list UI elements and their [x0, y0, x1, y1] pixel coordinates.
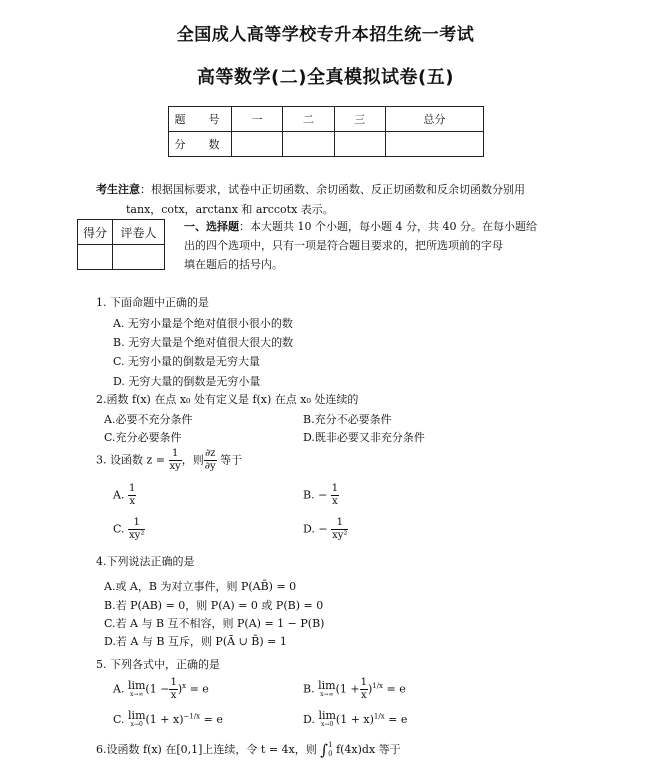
- q3-z-fraction: [169, 448, 182, 473]
- grader-name-cell[interactable]: [113, 245, 165, 270]
- q5-c-label: C.: [113, 713, 125, 726]
- grader-score-cell[interactable]: [78, 245, 113, 270]
- q5-c-exp: −1/x: [183, 712, 201, 721]
- q5-option-b[interactable]: [303, 677, 406, 702]
- q1-option-c[interactable]: C. 无穷小量的倒数是无穷大量: [113, 355, 261, 368]
- q3-b-fraction: [331, 483, 339, 508]
- q4-option-b[interactable]: B.若 P(AB) = 0，则 P(A) = 0 或 P(B) = 0: [104, 599, 324, 612]
- q5-a-den: x: [170, 690, 177, 701]
- q5-b-rhs: = e: [386, 682, 406, 696]
- q3-stem-pre: 3. 设函数 z =: [96, 453, 165, 467]
- q5-b-expr-post: ): [367, 682, 373, 696]
- q3-a-label: A.: [113, 488, 125, 502]
- q1-option-a[interactable]: A. 无穷小量是个绝对值很小很小的数: [113, 317, 293, 330]
- score-value-total[interactable]: [385, 132, 483, 157]
- q6-stem-pre: 6.设函数 f(x) 在[0,1]上连续，令 t = 4x，则: [96, 743, 317, 756]
- q3-d-fraction: [331, 517, 348, 542]
- q3-b-den: x: [332, 496, 338, 507]
- q5-d-label: D.: [303, 713, 315, 726]
- q5-b-lim-word: lim: [318, 678, 336, 692]
- q3-option-d[interactable]: [303, 517, 348, 542]
- score-row-label: 分 数: [169, 132, 232, 157]
- q5-b-fraction: [360, 677, 368, 702]
- q5-d-limit: [318, 711, 335, 729]
- q6-integral-sign: ∫: [320, 741, 329, 759]
- q3-b-label: B. −: [303, 488, 328, 502]
- q3-c-label: C.: [113, 522, 125, 536]
- q5-a-label: A.: [113, 682, 125, 696]
- q3-dz-den: ∂y: [204, 461, 216, 472]
- q3-partial-fraction: [204, 448, 217, 473]
- q3-d-label: D. −: [303, 522, 328, 536]
- q5-d-exp: 1/x: [373, 712, 385, 721]
- q3-option-b[interactable]: [303, 483, 339, 508]
- q3-b-num: 1: [331, 483, 339, 494]
- grader-table: [77, 219, 165, 270]
- score-value-2[interactable]: [283, 132, 334, 157]
- q5-a-lim-sub: x→∞: [129, 690, 144, 698]
- q5-a-expr-post: ): [177, 682, 183, 696]
- q2-option-c[interactable]: C.充分必要条件: [104, 431, 182, 444]
- exam-subtitle: 高等数学(二)全真模拟试卷(五): [197, 67, 454, 88]
- q6-bounds: [328, 741, 332, 759]
- section1-label: 一、选择题: [184, 220, 239, 233]
- q3-option-c[interactable]: [113, 517, 145, 542]
- q5-c-limit: [128, 711, 145, 729]
- score-table: [168, 106, 484, 157]
- score-cell-part2: 二: [283, 107, 334, 132]
- grader-name-label: 评卷人: [113, 220, 165, 245]
- q3-z-den: xy: [169, 461, 181, 472]
- q3-d-num: 1: [331, 517, 348, 530]
- q5-c-lim-word: lim: [128, 709, 146, 722]
- q3-c-fraction: [128, 517, 145, 542]
- section1-line2: 出的四个选项中，只有一项是符合题目要求的，把所选项前的字母: [184, 239, 503, 252]
- q5-c-lim-sub: x→0: [130, 721, 143, 728]
- q5-a-rhs: = e: [189, 682, 209, 696]
- q5-b-expr-pre: (1 +: [335, 682, 360, 696]
- q2-option-a[interactable]: A.必要不充分条件: [104, 413, 193, 426]
- q3-c-num: 1: [128, 517, 145, 530]
- q3-d-den: xy²: [332, 530, 348, 541]
- q5-b-exp: 1/x: [372, 681, 384, 690]
- q5-d-expr: (1 + x): [335, 713, 374, 726]
- q5-a-lim-word: lim: [127, 678, 146, 692]
- q5-b-den: x: [360, 690, 367, 701]
- q5-a-limit: [127, 678, 146, 699]
- q3-stem-post: 等于: [220, 453, 243, 467]
- score-cell-label: 题 号: [169, 107, 232, 132]
- q5-d-lim-word: lim: [318, 709, 336, 722]
- q4-option-c[interactable]: C.若 A 与 B 互不相容，则 P(A) = 1 − P(B): [104, 617, 325, 630]
- q2-stem: 2.函数 f(x) 在点 x₀ 处有定义是 f(x) 在点 x₀ 处连续的: [96, 393, 359, 406]
- q5-c-expr: (1 + x): [145, 713, 184, 726]
- q3-c-den: xy²: [129, 530, 145, 541]
- exam-title: 全国成人高等学校专升本招生统一考试: [176, 25, 475, 45]
- q3-dz-num: ∂z: [204, 448, 216, 459]
- candidate-note-label: 考生注意: [96, 183, 140, 196]
- grader-score-label: 得分: [78, 220, 113, 245]
- score-table-value-row: [169, 132, 484, 157]
- q5-b-limit: [318, 678, 336, 699]
- q3-stem-mid: ，则: [181, 453, 204, 467]
- q5-a-expr-pre: (1 −: [145, 682, 170, 696]
- q5-a-exp: x: [182, 681, 187, 690]
- q3-option-a[interactable]: [113, 483, 136, 508]
- q6-stem-post: f(4x)dx 等于: [336, 743, 401, 756]
- q1-option-d[interactable]: D. 无穷大量的倒数是无穷小量: [113, 375, 261, 388]
- score-table-header-row: [169, 107, 484, 132]
- q6-lower-bound: 0: [328, 750, 333, 758]
- q5-stem: 5. 下列各式中，正确的是: [96, 658, 220, 671]
- q6-stem: [96, 741, 401, 759]
- q5-option-c[interactable]: [113, 711, 223, 729]
- score-value-3[interactable]: [334, 132, 385, 157]
- q5-a-num: 1: [170, 677, 177, 688]
- score-value-1[interactable]: [232, 132, 283, 157]
- q1-option-b[interactable]: B. 无穷大量是个绝对值很大很大的数: [113, 336, 294, 349]
- q5-d-rhs: = e: [388, 713, 408, 726]
- q5-option-a[interactable]: [113, 677, 209, 702]
- q5-b-lim-sub: x→∞: [320, 690, 334, 698]
- q4-option-d[interactable]: D.若 A 与 B 互斥，则 P(Ā ∪ B̄) = 1: [104, 635, 287, 648]
- score-cell-part3: 三: [334, 107, 385, 132]
- q3-a-den: x: [129, 496, 135, 507]
- candidate-note-line2: tanx，cotx，arctanx 和 arccotx 表示。: [126, 203, 334, 216]
- q5-a-fraction: [169, 677, 177, 702]
- section1-line3: 填在题后的括号内。: [184, 258, 283, 271]
- q5-c-rhs: = e: [203, 713, 223, 726]
- section1-line1: ：本大题共 10 个小题，每小题 4 分，共 40 分。在每小题给: [239, 220, 537, 233]
- candidate-note-line1: [96, 181, 525, 197]
- section1-instructions: [184, 217, 537, 274]
- q5-d-lim-sub: x→0: [321, 721, 334, 728]
- q6-upper-bound: 1: [328, 741, 333, 749]
- q4-stem: 4.下列说法正确的是: [96, 555, 195, 568]
- q4-option-a[interactable]: A.或 A，B 为对立事件，则 P(AB̄) = 0: [104, 580, 297, 593]
- score-cell-total: 总分: [385, 107, 483, 132]
- q5-b-num: 1: [360, 677, 367, 688]
- q5-option-d[interactable]: [303, 711, 407, 729]
- q5-b-label: B.: [303, 682, 315, 696]
- q3-z-num: 1: [169, 448, 182, 461]
- candidate-note-text: ：根据国标要求，试卷中正切函数、余切函数、反正切函数和反余切函数分别用: [140, 183, 525, 196]
- q3-a-fraction: [128, 483, 136, 508]
- q3-a-num: 1: [128, 483, 136, 494]
- q1-stem: 1. 下面命题中正确的是: [96, 296, 209, 309]
- q2-option-d[interactable]: D.既非必要又非充分条件: [303, 431, 425, 444]
- q3-stem: [96, 448, 242, 473]
- score-cell-part1: 一: [232, 107, 283, 132]
- q2-option-b[interactable]: B.充分不必要条件: [303, 413, 392, 426]
